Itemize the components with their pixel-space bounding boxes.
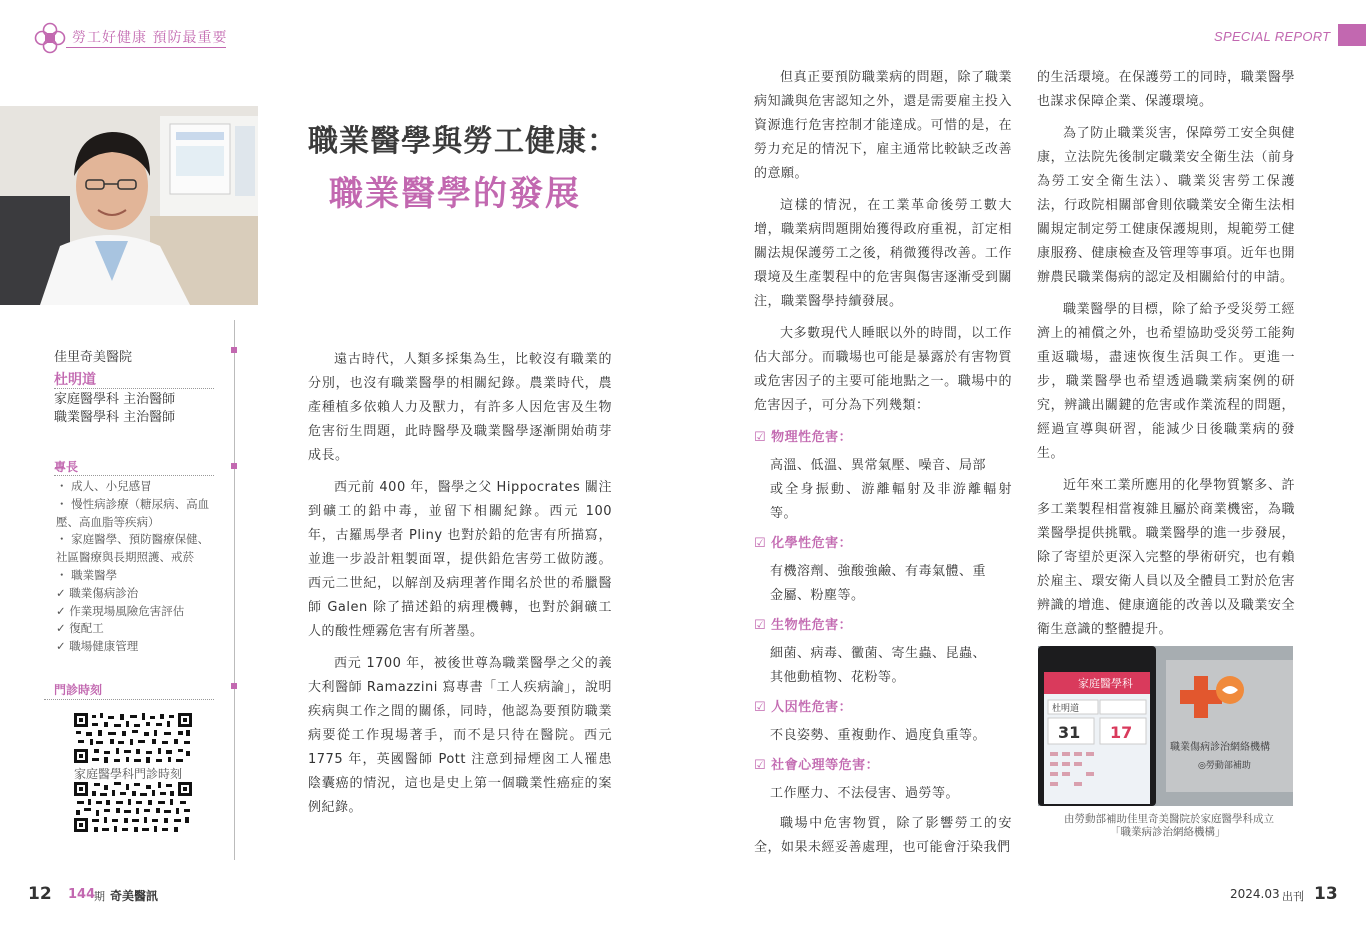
paragraph: 為了防止職業災害，保障勞工安全與健康，立法院先後制定職業安全衛生法（前身為勞工安全衛生法）、職業災害勞工保護法，行政院相關部會則依職業安全衛生法相關規定制定勞工健康保護規則，規範勞工健康服務、健康檢查及管理等事項。近年也開辦農民職業傷病的認定及相關給付的申請。 [1037,126,1295,285]
hazard-heading: ☑ 生物性危害： [754,618,853,633]
hazard-line: 細菌、病毒、黴菌、寄生蟲、昆蟲、 [770,646,987,661]
doctor-name: 杜明道 [54,372,96,388]
doctor-title: 家庭醫學科 主治醫師 [54,392,176,407]
hazard-heading: ☑ 化學性危害： [754,536,853,551]
qr-code-icon[interactable] [74,782,192,832]
magazine-name: 奇美醫訊 [110,889,159,903]
divider [44,699,214,700]
paragraph: 遠古時代，人類多採集為生，比較沒有職業的分別，也沒有職業醫學的相關紀錄。農業時代，農產種植多依賴人力及獸力，有許多人因危害及生物危害衍生問題，此時醫學及職業醫學逐漸開始萌芽成長。 [308,352,612,463]
page-number-right: 13 [1314,884,1338,904]
hospital-name: 佳里奇美醫院 [54,350,133,365]
photo-caption: 「職業病診治網絡機構」 [1110,826,1226,838]
article-column-2 [754,66,1012,868]
paragraph: 但真正要預防職業病的問題，除了職業病知識與危害認知之外，還是需要雇主投入資源進行危害控制才能達成。可惜的是，在勞力充足的情況下，雇主通常比較缺乏改善的意願。 [754,70,1012,181]
hazard-line: 金屬、粉塵等。 [770,588,865,603]
list-item: 壓、高血脂等疾病） [56,514,160,529]
hazard-line: 有機溶劑、強酸強鹼、有毒氣體、重 [770,564,987,579]
sidebar-marker [231,347,237,353]
paragraph: 的生活環境。在保護勞工的同時，職業醫學也謀求保障企業、保護環境。 [1037,70,1295,109]
list-item: ・ 家庭醫學、預防醫療保健、 [56,532,210,547]
issue-number: 144 [68,887,96,902]
publish-label: 出刊 [1282,890,1304,903]
issue-label: 期 [94,890,105,903]
screen-title: 家庭醫學科 [1078,677,1133,690]
list-item: ✓ 職業傷病診治 [56,585,139,600]
paragraph: 西元 1700 年，被後世尊為職業醫學之父的義大利醫師 Ramazzini 寫專書「工人疾病論」，說明疾病與工作之間的關係，同時，他認為要預防職業病要從工作現場著手，而不是只待在醫院。西元1775 年，英國醫師 Pott 注意到掃煙囪工人罹患陰囊癌的情況，這也是史上第一個職業性癌症的案例紀錄。 [308,656,612,815]
sidebar-divider [234,320,235,860]
sidebar-marker [231,683,237,689]
sidebar-marker [231,463,237,469]
plate-text: 職業傷病診治網絡機構 [1170,742,1270,753]
paragraph: 近年來工業所應用的化學物質繁多、許多工業製程相當複雜且屬於商業機密，為職業醫學提供挑戰。職業醫學的進一步發展，除了寄望於更深入完整的學術研究，也有賴於雇主、環安衛人員以及全體員工對於危害辨識的增進、健康適能的改善以及職業安全衛生意識的整體提升。 [1037,478,1295,637]
section-label: SPECIAL REPORT [1214,29,1331,44]
hazard-description [754,454,1012,526]
article-column-3 [1037,66,1295,650]
hazard-line: 不良姿勢、重複動作、過度負重等。 [770,728,987,743]
flower-logo-icon [34,22,66,54]
hazard-heading: ☑ 物理性危害： [754,430,853,445]
doctor-photo [0,106,258,305]
hazard-heading: ☑ 社會心理等危害： [754,758,880,773]
paragraph: 西元前 400 年，醫學之父 Hippocrates 關注到礦工的鉛中毒，並留下相關紀錄。西元 100 年，古羅馬學者 Pliny 也對於鉛的危害有所描寫，並進一步設計粗製面罩，提供鉛危害勞工做防護。西元二世紀，以解剖及病理著作聞名於世的希臘醫師 Galen 除了描述鉛的病理機轉，也對於銅礦工人的酸性煙霧危害有所著墨。 [308,480,612,639]
corner-tab [1338,24,1366,46]
hazard-description [754,724,1012,748]
hazard-line: 或全身振動、游離輻射及非游離輻射等。 [770,482,1012,521]
hazard-description [754,782,1012,806]
header-slogan: 勞工好健康 預防最重要 [72,30,228,46]
paragraph: 大多數現代人睡眠以外的時間，以工作佔大部分。而職場也可能是暴露於有害物質或危害因子的主要可能地點之一。職場中的危害因子，可分為下列幾類： [754,326,1012,413]
hazard-line: 高溫、低溫、異常氣壓、噪音、局部 [770,458,987,473]
screen-number: 17 [1110,723,1133,742]
hazard-description [754,560,1012,608]
screen-number: 31 [1058,723,1081,742]
list-item: ・ 職業醫學 [56,567,118,582]
divider [54,388,214,389]
paragraph: 這樣的情況，在工業革命後勞工數大增，職業病問題開始獲得政府重視，訂定相關法規保護勞工之後，稍微獲得改善。工作環境及生產製程中的危害與傷害逐漸受到關注，職業醫學持續發展。 [754,198,1012,309]
article-title-line2: 職業醫學的發展 [329,174,581,214]
specialty-heading: 專長 [54,460,79,474]
page-number-left: 12 [28,884,52,904]
publish-date: 2024.03 [1230,887,1280,901]
list-item: 社區醫療與長期照護、戒菸 [56,550,194,565]
paragraph: 職業醫學的目標，除了給予受災勞工經濟上的補償之外，也希望協助受災勞工能夠重返職場，盡速恢復生活與工作。更進一步，職業醫學也希望透過職業病案例的研究，辨識出關鍵的危害或作業流程的問題，經過宣導與研習，能減少日後職業病的發生。 [1037,302,1295,461]
hazard-line: 其他動植物、花粉等。 [770,670,906,685]
qr-caption: 家庭醫學科門診時刻 [74,767,183,781]
screen-doctor-name: 杜明道 [1052,704,1080,714]
article-column-1 [308,348,612,828]
divider [54,475,214,476]
clinic-sign-photo [1038,646,1293,806]
plate-subtext: ◎勞動部補助 [1198,761,1251,771]
list-item: ・ 成人、小兒感冒 [56,479,152,493]
photo-caption: 由勞動部補助佳里奇美醫院於家庭醫學科成立 [1064,813,1274,825]
list-item: ・ 慢性病診療（糖尿病、高血 [56,496,210,511]
qr-code-icon[interactable] [74,713,192,763]
hazard-description [754,642,1012,690]
clinic-hours-heading: 門診時刻 [54,683,103,697]
article-title-line1: 職業醫學與勞工健康： [308,124,618,159]
hazard-heading: ☑ 人因性危害： [754,700,853,715]
specialty-list [56,478,226,656]
list-item: ✓ 復配工 [56,621,104,636]
hazard-line: 工作壓力、不法侵害、過勞等。 [770,786,960,801]
doctor-title: 職業醫學科 主治醫師 [54,410,176,425]
paragraph: 職場中危害物質，除了影響勞工的安全，如果未經妥善處理，也可能會汙染我們 [754,816,1012,855]
list-item: ✓ 職場健康管理 [56,639,139,654]
header-divider [66,47,226,48]
list-item: ✓ 作業現場風險危害評估 [56,603,185,618]
